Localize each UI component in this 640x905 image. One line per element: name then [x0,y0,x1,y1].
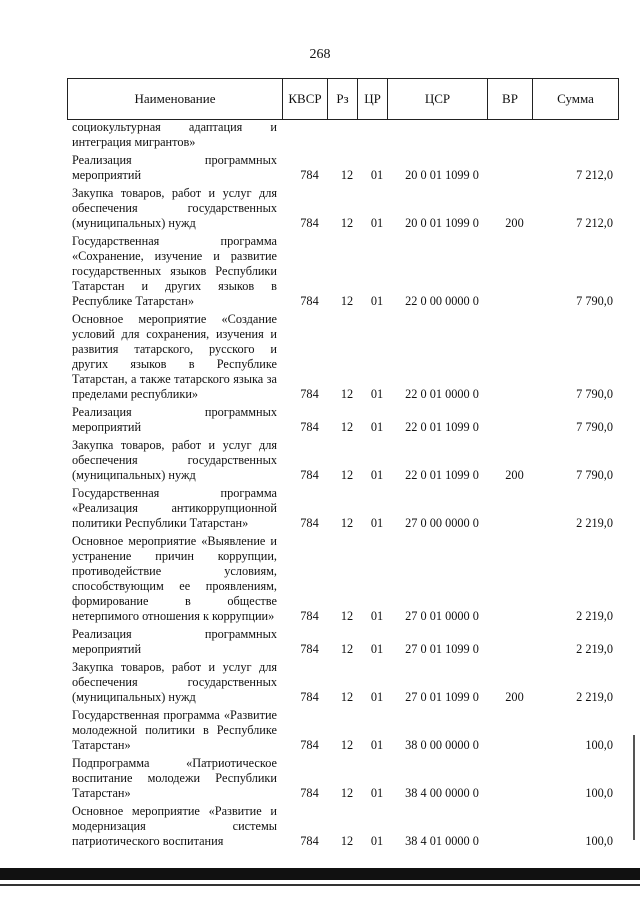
scan-bottom-line [0,884,640,886]
header-vr: ВР [488,79,533,119]
row-cr: 01 [370,468,384,482]
row-cr: 01 [370,690,384,704]
table-header [67,78,619,120]
row-name: социокультурная адаптация и интеграция мигрантов» [72,120,277,149]
row-csr: 22 0 01 1099 0 [405,468,479,482]
row-csr: 27 0 00 0000 0 [405,516,479,530]
table-row [67,660,619,705]
row-name: Закупка товаров, работ и услуг для обеспечения государственных (муниципальных) нужд [72,438,277,482]
table-body [67,120,619,852]
row-rz: 12 [340,690,354,704]
row-csr: 27 0 01 0000 0 [405,609,479,623]
row-name: Государственная программа «Развитие молодежной политики в Республике Татарстан» [72,708,277,752]
row-name: Государственная программа «Реализация антикоррупционной политики Республики Татарстан» [72,486,277,530]
row-sum: 2 219,0 [576,609,613,623]
row-rz: 12 [340,516,354,530]
row-cr: 01 [370,642,384,656]
row-kvsr: 784 [300,516,319,530]
row-sum: 100,0 [585,738,613,752]
scan-bottom-bar [0,868,640,880]
row-name: Основное мероприятие «Создание условий для сохранения, изучения и развития татарского, русского и других языков в Республике Татарстан, а также татарского языка за пределами республики» [72,312,277,401]
row-csr: 38 0 00 0000 0 [405,738,479,752]
row-sum: 7 790,0 [576,420,613,434]
row-sum: 7 212,0 [576,216,613,230]
table-row [67,312,619,402]
row-csr: 22 0 01 0000 0 [405,387,479,401]
row-cr: 01 [370,609,384,623]
row-kvsr: 784 [300,738,319,752]
row-rz: 12 [340,786,354,800]
table-row [67,627,619,657]
table-row [67,756,619,801]
row-kvsr: 784 [300,834,319,848]
row-rz: 12 [340,609,354,623]
header-rz: Рз [328,79,358,119]
row-cr: 01 [370,834,384,848]
row-cr: 01 [370,168,384,182]
row-cr: 01 [370,216,384,230]
row-csr: 20 0 01 1099 0 [405,216,479,230]
row-name: Закупка товаров, работ и услуг для обеспечения государственных (муниципальных) нужд [72,186,277,230]
row-csr: 20 0 01 1099 0 [405,168,479,182]
row-kvsr: 784 [300,690,319,704]
row-rz: 12 [340,168,354,182]
row-kvsr: 784 [300,609,319,623]
row-rz: 12 [340,387,354,401]
row-kvsr: 784 [300,168,319,182]
row-vr: 200 [505,216,524,230]
row-name: Реализация программных мероприятий [72,627,277,656]
row-rz: 12 [340,738,354,752]
row-name: Реализация программных мероприятий [72,153,277,182]
row-rz: 12 [340,834,354,848]
row-kvsr: 784 [300,216,319,230]
header-name: Наименование [68,79,283,119]
row-kvsr: 784 [300,642,319,656]
header-csr: ЦСР [388,79,488,119]
row-vr: 200 [505,468,524,482]
row-name: Закупка товаров, работ и услуг для обеспечения государственных (муниципальных) нужд [72,660,277,704]
row-cr: 01 [370,786,384,800]
row-csr: 38 4 00 0000 0 [405,786,479,800]
row-cr: 01 [370,420,384,434]
table-row [67,804,619,849]
row-cr: 01 [370,387,384,401]
row-name: Реализация программных мероприятий [72,405,277,434]
row-name: Основное мероприятие «Развитие и модернизация системы патриотического воспитания [72,804,277,848]
row-vr: 200 [505,690,524,704]
row-csr: 22 0 00 0000 0 [405,294,479,308]
row-rz: 12 [340,216,354,230]
row-name: Государственная программа «Сохранение, изучение и развитие государственных языков Республики Татарстан и других языков в Республике Татарстан» [72,234,277,308]
row-csr: 27 0 01 1099 0 [405,642,479,656]
row-kvsr: 784 [300,294,319,308]
row-sum: 7 212,0 [576,168,613,182]
row-csr: 38 4 01 0000 0 [405,834,479,848]
row-csr: 27 0 01 1099 0 [405,690,479,704]
row-rz: 12 [340,642,354,656]
header-kvsr: КВСР [283,79,328,119]
row-sum: 2 219,0 [576,516,613,530]
row-rz: 12 [340,468,354,482]
row-kvsr: 784 [300,387,319,401]
header-cr: ЦР [358,79,388,119]
row-name: Основное мероприятие «Выявление и устранение причин коррупции, противодействие условиям, способствующим ее проявлениям, формирование в обществе нетерпимого отношения к коррупции» [72,534,277,623]
row-sum: 7 790,0 [576,468,613,482]
row-sum: 7 790,0 [576,387,613,401]
row-sum: 100,0 [585,786,613,800]
row-kvsr: 784 [300,786,319,800]
table-row [67,153,619,183]
table-row [67,486,619,531]
table-row [67,186,619,231]
table-row [67,438,619,483]
table-row [67,120,619,150]
row-cr: 01 [370,516,384,530]
table-row [67,234,619,309]
row-rz: 12 [340,420,354,434]
page-number: 268 [309,47,331,62]
scan-edge-rule [633,735,635,840]
row-rz: 12 [340,294,354,308]
table-row [67,534,619,624]
row-csr: 22 0 01 1099 0 [405,420,479,434]
row-name: Подпрограмма «Патриотическое воспитание молодежи Республики Татарстан» [72,756,277,800]
row-kvsr: 784 [300,468,319,482]
table-row [67,405,619,435]
row-sum: 100,0 [585,834,613,848]
row-sum: 7 790,0 [576,294,613,308]
table-row [67,708,619,753]
row-sum: 2 219,0 [576,642,613,656]
row-sum: 2 219,0 [576,690,613,704]
row-cr: 01 [370,294,384,308]
row-cr: 01 [370,738,384,752]
header-sum: Сумма [557,91,594,106]
row-kvsr: 784 [300,420,319,434]
